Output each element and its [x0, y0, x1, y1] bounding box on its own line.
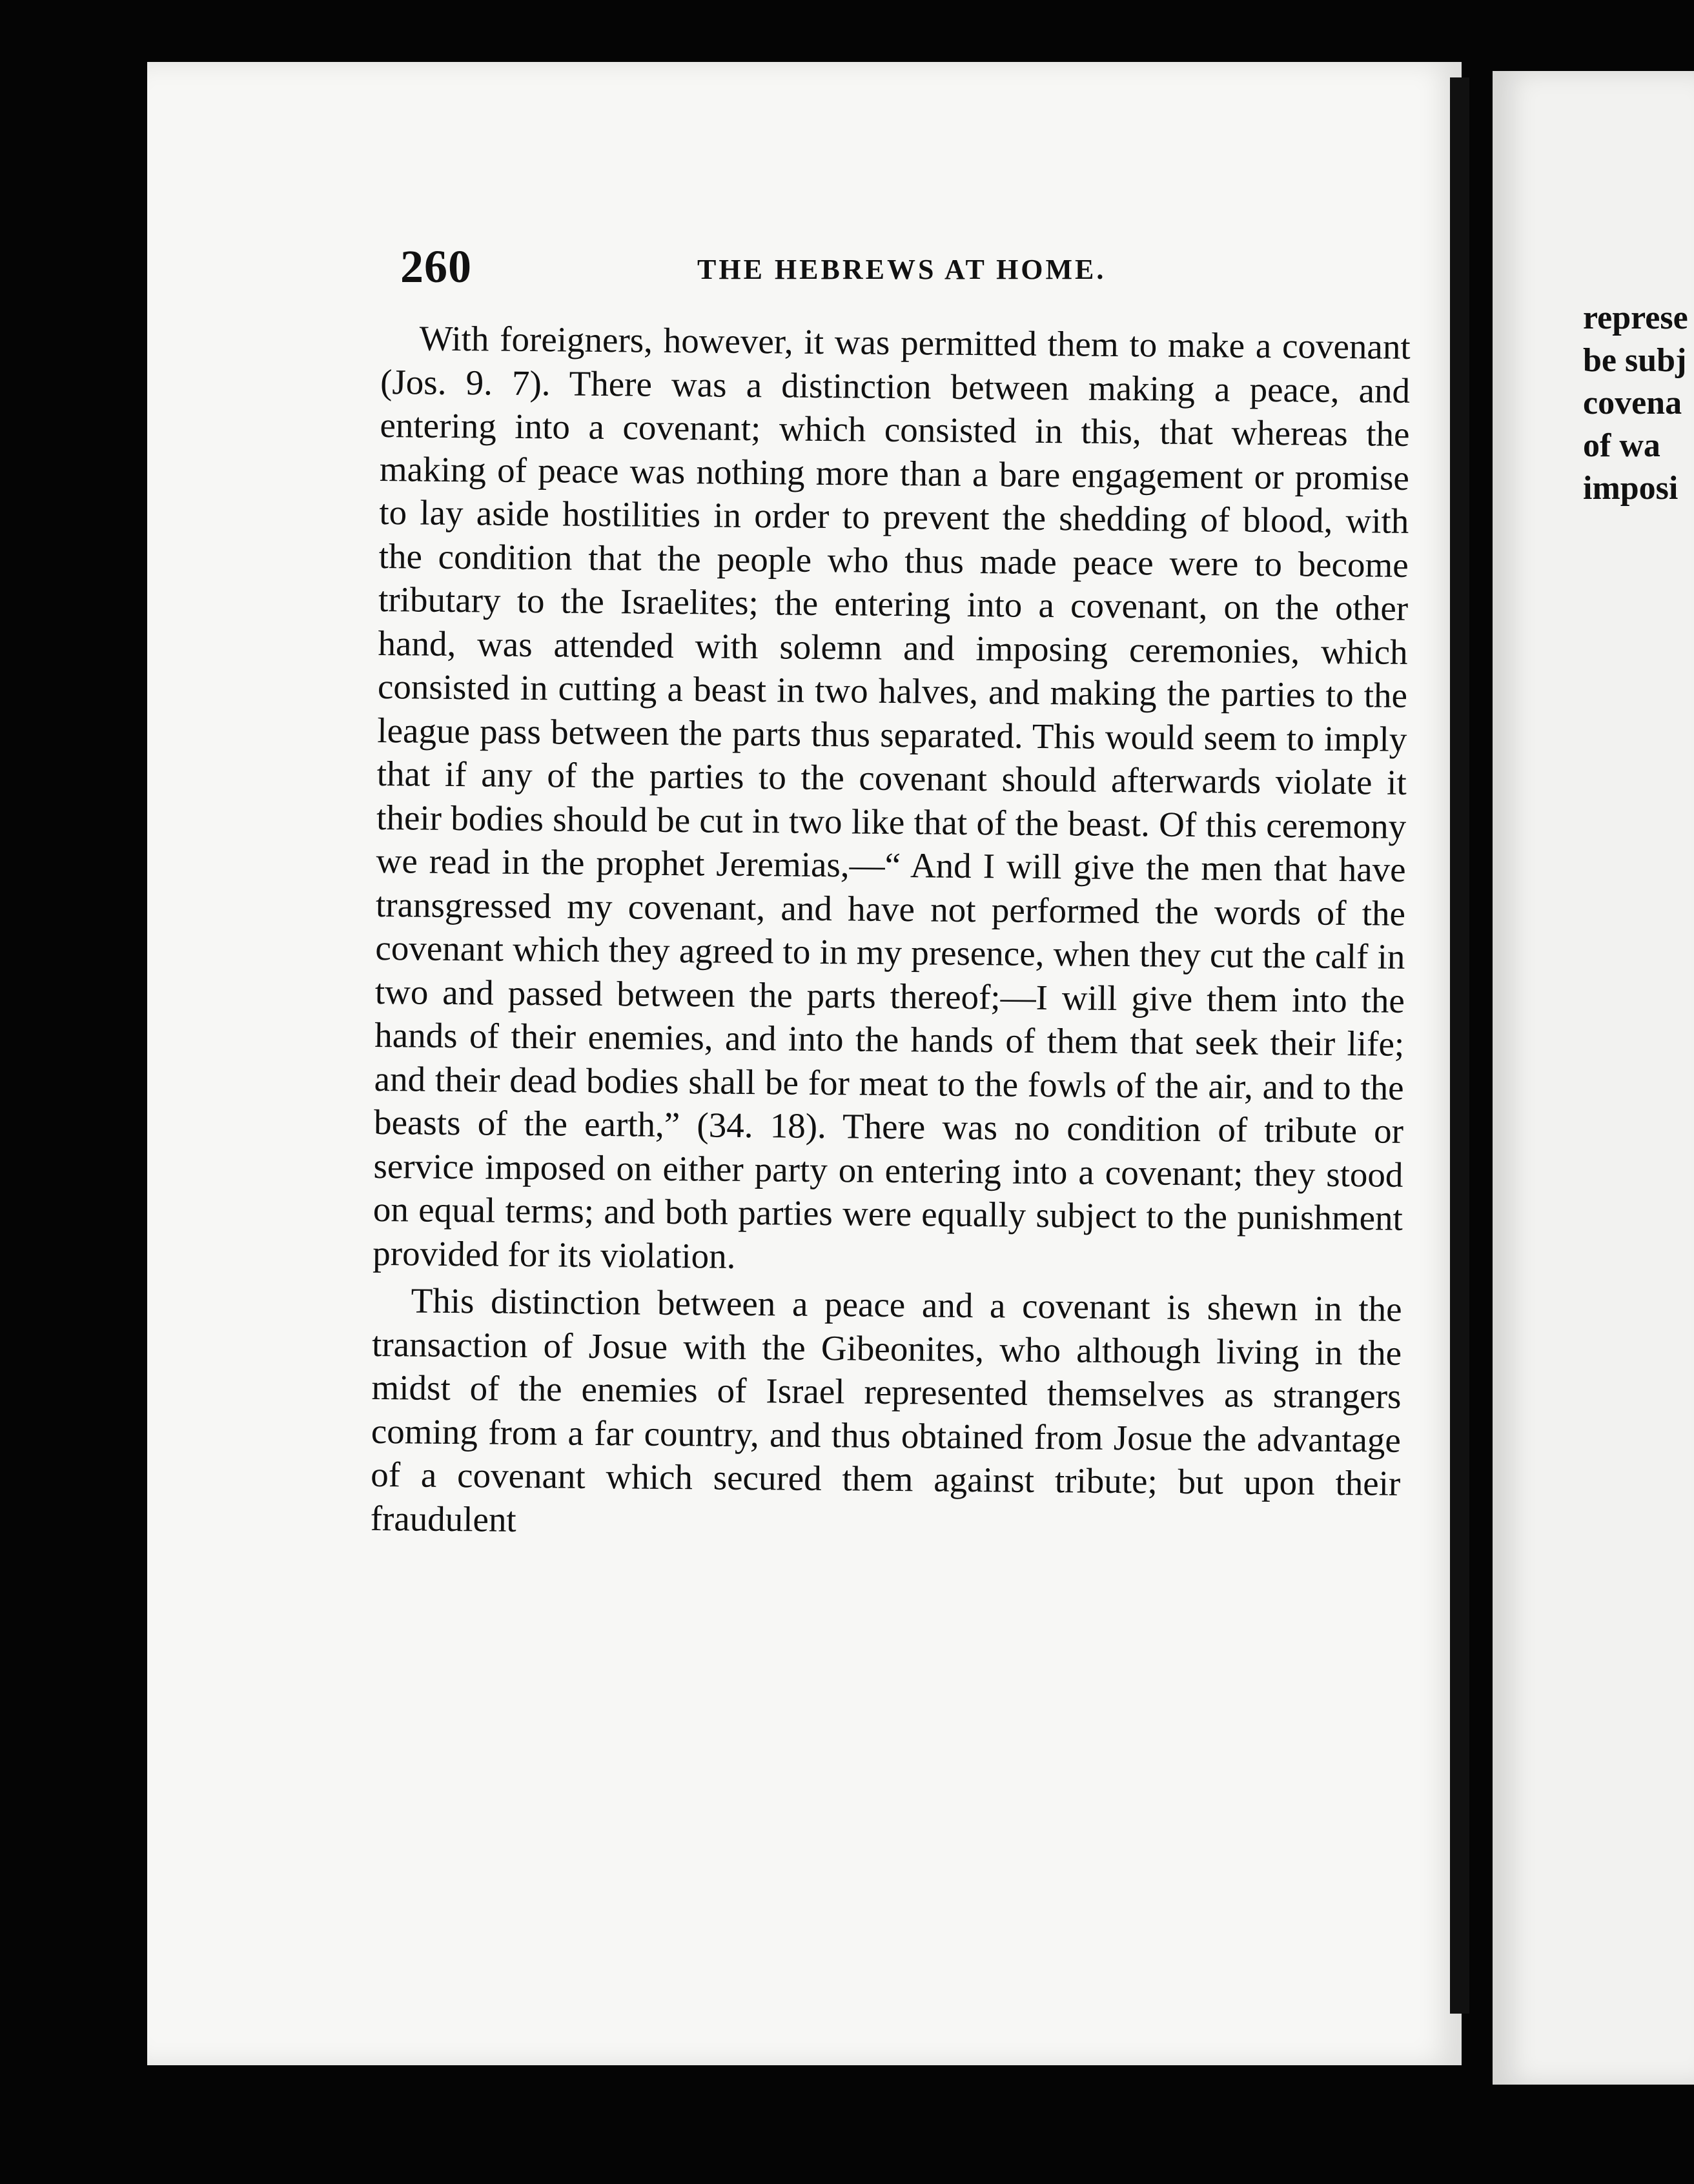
facing-page-line: covena [1583, 385, 1682, 421]
facing-page-text [1583, 297, 1694, 510]
facing-page-line: represe [1583, 299, 1688, 336]
facing-page-line: imposi [1583, 470, 1679, 507]
page-header [400, 240, 1407, 292]
paragraph: With foreigners, however, it was permitted them to make a covenant (Jos. 9. 7). There was a distinction between making a peace, and entering into a covenant; which consisted in this, that whereas the making of peace was nothing more than a bare engagement or promise to lay aside hostilities in order to prevent the shedding of blood, with the condition that the people who thus made peace were to become tributary to the Israelites; the entering into a covenant, on the other hand, was attended with solemn and imposing ceremonies, which consisted in cutting a beast in two halves, and making the parties to the league pass between the parts thus separated. This would seem to imply that if any of the parties to the covenant should afterwards violate it their bodies should be cut in two like that of the beast. Of this ceremony we read in the prophet Jeremias,—“ And I will give the men that have transgressed my covenant, and have not performed the words of the covenant which they agreed to in my presence, when they cut the calf in two and passed between the parts thereof;—I will give them into the hands of their enemies, and into the hands of them that seek their life; and their dead bodies shall be for meat to the fowls of the air, and to the beasts of the earth,” (34. 18). There was no condition of tribute or service imposed on either party on entering into a covenant; they stood on equal terms; and both parties were equally subject to the punishment provided for its violation. [372, 318, 1411, 1276]
running-title: THE HEBREWS AT HOME. [697, 254, 1107, 285]
body-text [370, 316, 1410, 1549]
paragraph: This distinction between a peace and a covenant is shewn in the transaction of Josue with the Gibeonites, who although living in the midst of the enemies of Israel represented themselves as strangers coming from a far country, and thus obtained from Josue the advantage of a covenant which secured them against tribute; but upon their fraudulent [370, 1280, 1402, 1539]
book-gutter [1450, 77, 1469, 2014]
facing-page-line: of wa [1583, 427, 1660, 464]
page-number: 260 [400, 241, 472, 292]
facing-page-line: be subj [1583, 342, 1687, 379]
